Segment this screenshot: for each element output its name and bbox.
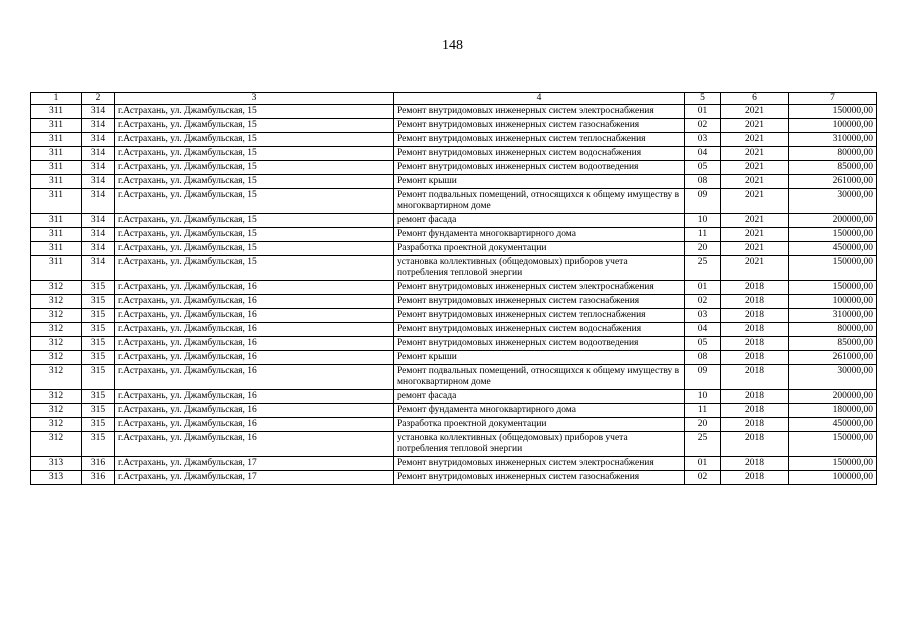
row-number-cell: 312 bbox=[31, 365, 82, 390]
cost-cell: 100000,00 bbox=[789, 119, 877, 133]
work-type-cell: Разработка проектной документации bbox=[394, 242, 685, 256]
year-cell: 2018 bbox=[721, 323, 789, 337]
row-number-cell: 311 bbox=[31, 119, 82, 133]
address-cell: г.Астрахань, ул. Джамбульская, 16 bbox=[115, 323, 394, 337]
work-type-cell: Ремонт внутридомовых инженерных систем теплоснабжения bbox=[394, 309, 685, 323]
house-id-cell: 315 bbox=[82, 432, 115, 457]
house-id-cell: 314 bbox=[82, 119, 115, 133]
work-code-cell: 09 bbox=[685, 189, 721, 214]
row-number-cell: 313 bbox=[31, 457, 82, 471]
work-type-cell: Ремонт внутридомовых инженерных систем теплоснабжения bbox=[394, 133, 685, 147]
work-code-cell: 08 bbox=[685, 175, 721, 189]
work-code-cell: 02 bbox=[685, 471, 721, 485]
year-cell: 2018 bbox=[721, 432, 789, 457]
year-cell: 2018 bbox=[721, 309, 789, 323]
row-number-cell: 311 bbox=[31, 242, 82, 256]
address-cell: г.Астрахань, ул. Джамбульская, 15 bbox=[115, 228, 394, 242]
work-type-cell: Ремонт внутридомовых инженерных систем водоснабжения bbox=[394, 147, 685, 161]
address-cell: г.Астрахань, ул. Джамбульская, 16 bbox=[115, 365, 394, 390]
cost-cell: 180000,00 bbox=[789, 404, 877, 418]
work-code-cell: 01 bbox=[685, 105, 721, 119]
address-cell: г.Астрахань, ул. Джамбульская, 16 bbox=[115, 309, 394, 323]
address-cell: г.Астрахань, ул. Джамбульская, 15 bbox=[115, 119, 394, 133]
house-id-cell: 315 bbox=[82, 390, 115, 404]
year-cell: 2018 bbox=[721, 390, 789, 404]
table-row bbox=[31, 323, 877, 337]
work-code-cell: 08 bbox=[685, 351, 721, 365]
row-number-cell: 311 bbox=[31, 175, 82, 189]
table-row bbox=[31, 295, 877, 309]
house-id-cell: 315 bbox=[82, 295, 115, 309]
work-code-cell: 11 bbox=[685, 404, 721, 418]
work-schedule-table bbox=[30, 92, 877, 485]
work-type-cell: Ремонт внутридомовых инженерных систем газоснабжения bbox=[394, 295, 685, 309]
house-id-cell: 315 bbox=[82, 323, 115, 337]
work-code-cell: 03 bbox=[685, 133, 721, 147]
table-row bbox=[31, 256, 877, 281]
work-type-cell: Разработка проектной документации bbox=[394, 418, 685, 432]
house-id-cell: 316 bbox=[82, 471, 115, 485]
cost-cell: 30000,00 bbox=[789, 365, 877, 390]
work-code-cell: 05 bbox=[685, 337, 721, 351]
cost-cell: 100000,00 bbox=[789, 295, 877, 309]
cost-cell: 450000,00 bbox=[789, 242, 877, 256]
table-row bbox=[31, 147, 877, 161]
work-code-cell: 20 bbox=[685, 418, 721, 432]
row-number-cell: 312 bbox=[31, 337, 82, 351]
cost-cell: 310000,00 bbox=[789, 133, 877, 147]
cost-cell: 80000,00 bbox=[789, 323, 877, 337]
year-cell: 2021 bbox=[721, 119, 789, 133]
work-type-cell: Ремонт подвальных помещений, относящихся к общему имуществу в многоквартирном доме bbox=[394, 189, 685, 214]
cost-cell: 80000,00 bbox=[789, 147, 877, 161]
cost-cell: 200000,00 bbox=[789, 390, 877, 404]
work-code-cell: 04 bbox=[685, 323, 721, 337]
year-cell: 2018 bbox=[721, 471, 789, 485]
house-id-cell: 315 bbox=[82, 351, 115, 365]
house-id-cell: 314 bbox=[82, 256, 115, 281]
address-cell: г.Астрахань, ул. Джамбульская, 15 bbox=[115, 189, 394, 214]
row-number-cell: 311 bbox=[31, 214, 82, 228]
year-cell: 2021 bbox=[721, 242, 789, 256]
year-cell: 2021 bbox=[721, 256, 789, 281]
house-id-cell: 314 bbox=[82, 228, 115, 242]
work-type-cell: установка коллективных (общедомовых) приборов учета потребления тепловой энергии bbox=[394, 256, 685, 281]
column-number-row bbox=[31, 93, 877, 105]
address-cell: г.Астрахань, ул. Джамбульская, 16 bbox=[115, 404, 394, 418]
work-code-cell: 25 bbox=[685, 256, 721, 281]
cost-cell: 450000,00 bbox=[789, 418, 877, 432]
work-type-cell: Ремонт внутридомовых инженерных систем водоотведения bbox=[394, 337, 685, 351]
row-number-cell: 311 bbox=[31, 189, 82, 214]
address-cell: г.Астрахань, ул. Джамбульская, 15 bbox=[115, 161, 394, 175]
table-row bbox=[31, 161, 877, 175]
house-id-cell: 314 bbox=[82, 133, 115, 147]
cost-cell: 100000,00 bbox=[789, 471, 877, 485]
year-cell: 2018 bbox=[721, 337, 789, 351]
house-id-cell: 315 bbox=[82, 404, 115, 418]
row-number-cell: 312 bbox=[31, 323, 82, 337]
cost-cell: 150000,00 bbox=[789, 432, 877, 457]
work-type-cell: Ремонт крыши bbox=[394, 351, 685, 365]
table-row bbox=[31, 119, 877, 133]
column-header: 4 bbox=[394, 93, 685, 105]
row-number-cell: 313 bbox=[31, 471, 82, 485]
row-number-cell: 312 bbox=[31, 295, 82, 309]
cost-cell: 150000,00 bbox=[789, 281, 877, 295]
work-code-cell: 05 bbox=[685, 161, 721, 175]
address-cell: г.Астрахань, ул. Джамбульская, 16 bbox=[115, 337, 394, 351]
address-cell: г.Астрахань, ул. Джамбульская, 16 bbox=[115, 281, 394, 295]
year-cell: 2018 bbox=[721, 281, 789, 295]
address-cell: г.Астрахань, ул. Джамбульская, 15 bbox=[115, 175, 394, 189]
cost-cell: 150000,00 bbox=[789, 228, 877, 242]
address-cell: г.Астрахань, ул. Джамбульская, 15 bbox=[115, 147, 394, 161]
address-cell: г.Астрахань, ул. Джамбульская, 16 bbox=[115, 418, 394, 432]
cost-cell: 200000,00 bbox=[789, 214, 877, 228]
row-number-cell: 311 bbox=[31, 228, 82, 242]
address-cell: г.Астрахань, ул. Джамбульская, 16 bbox=[115, 351, 394, 365]
house-id-cell: 314 bbox=[82, 242, 115, 256]
table-row bbox=[31, 432, 877, 457]
year-cell: 2021 bbox=[721, 228, 789, 242]
table-row bbox=[31, 133, 877, 147]
year-cell: 2021 bbox=[721, 214, 789, 228]
house-id-cell: 315 bbox=[82, 281, 115, 295]
year-cell: 2021 bbox=[721, 133, 789, 147]
work-code-cell: 03 bbox=[685, 309, 721, 323]
work-code-cell: 11 bbox=[685, 228, 721, 242]
work-code-cell: 02 bbox=[685, 295, 721, 309]
year-cell: 2018 bbox=[721, 418, 789, 432]
house-id-cell: 315 bbox=[82, 365, 115, 390]
address-cell: г.Астрахань, ул. Джамбульская, 15 bbox=[115, 242, 394, 256]
row-number-cell: 311 bbox=[31, 133, 82, 147]
column-header: 2 bbox=[82, 93, 115, 105]
year-cell: 2021 bbox=[721, 189, 789, 214]
table-row bbox=[31, 418, 877, 432]
address-cell: г.Астрахань, ул. Джамбульская, 17 bbox=[115, 457, 394, 471]
work-code-cell: 25 bbox=[685, 432, 721, 457]
year-cell: 2021 bbox=[721, 161, 789, 175]
house-id-cell: 314 bbox=[82, 105, 115, 119]
cost-cell: 150000,00 bbox=[789, 105, 877, 119]
row-number-cell: 312 bbox=[31, 351, 82, 365]
table-row bbox=[31, 281, 877, 295]
cost-cell: 261000,00 bbox=[789, 175, 877, 189]
row-number-cell: 312 bbox=[31, 390, 82, 404]
work-type-cell: Ремонт внутридомовых инженерных систем электроснабжения bbox=[394, 457, 685, 471]
row-number-cell: 311 bbox=[31, 256, 82, 281]
year-cell: 2018 bbox=[721, 365, 789, 390]
table-row bbox=[31, 351, 877, 365]
table-body bbox=[31, 105, 877, 485]
work-code-cell: 01 bbox=[685, 281, 721, 295]
cost-cell: 150000,00 bbox=[789, 256, 877, 281]
row-number-cell: 311 bbox=[31, 161, 82, 175]
row-number-cell: 312 bbox=[31, 418, 82, 432]
table-row bbox=[31, 175, 877, 189]
cost-cell: 85000,00 bbox=[789, 337, 877, 351]
work-type-cell: ремонт фасада bbox=[394, 390, 685, 404]
work-type-cell: Ремонт внутридомовых инженерных систем водоотведения bbox=[394, 161, 685, 175]
table-row bbox=[31, 105, 877, 119]
work-code-cell: 10 bbox=[685, 214, 721, 228]
work-type-cell: Ремонт крыши bbox=[394, 175, 685, 189]
table-row bbox=[31, 404, 877, 418]
table-row bbox=[31, 457, 877, 471]
work-type-cell: установка коллективных (общедомовых) приборов учета потребления тепловой энергии bbox=[394, 432, 685, 457]
work-type-cell: Ремонт подвальных помещений, относящихся к общему имуществу в многоквартирном доме bbox=[394, 365, 685, 390]
cost-cell: 30000,00 bbox=[789, 189, 877, 214]
address-cell: г.Астрахань, ул. Джамбульская, 15 bbox=[115, 256, 394, 281]
table-row bbox=[31, 390, 877, 404]
table-row bbox=[31, 337, 877, 351]
house-id-cell: 315 bbox=[82, 309, 115, 323]
column-header: 5 bbox=[685, 93, 721, 105]
work-type-cell: Ремонт внутридомовых инженерных систем электроснабжения bbox=[394, 105, 685, 119]
table-row bbox=[31, 228, 877, 242]
row-number-cell: 312 bbox=[31, 432, 82, 457]
row-number-cell: 312 bbox=[31, 309, 82, 323]
year-cell: 2018 bbox=[721, 351, 789, 365]
table-row bbox=[31, 365, 877, 390]
table-row bbox=[31, 189, 877, 214]
work-code-cell: 09 bbox=[685, 365, 721, 390]
address-cell: г.Астрахань, ул. Джамбульская, 16 bbox=[115, 432, 394, 457]
work-code-cell: 10 bbox=[685, 390, 721, 404]
column-header: 1 bbox=[31, 93, 82, 105]
house-id-cell: 315 bbox=[82, 337, 115, 351]
row-number-cell: 311 bbox=[31, 105, 82, 119]
year-cell: 2018 bbox=[721, 295, 789, 309]
address-cell: г.Астрахань, ул. Джамбульская, 16 bbox=[115, 390, 394, 404]
work-type-cell: Ремонт внутридомовых инженерных систем электроснабжения bbox=[394, 281, 685, 295]
table-row bbox=[31, 471, 877, 485]
table-row bbox=[31, 242, 877, 256]
table-row bbox=[31, 214, 877, 228]
house-id-cell: 314 bbox=[82, 175, 115, 189]
column-header: 6 bbox=[721, 93, 789, 105]
page-number: 148 bbox=[442, 38, 463, 53]
work-code-cell: 20 bbox=[685, 242, 721, 256]
address-cell: г.Астрахань, ул. Джамбульская, 17 bbox=[115, 471, 394, 485]
row-number-cell: 311 bbox=[31, 147, 82, 161]
house-id-cell: 314 bbox=[82, 214, 115, 228]
work-type-cell: Ремонт внутридомовых инженерных систем газоснабжения bbox=[394, 119, 685, 133]
column-header: 3 bbox=[115, 93, 394, 105]
cost-cell: 150000,00 bbox=[789, 457, 877, 471]
address-cell: г.Астрахань, ул. Джамбульская, 15 bbox=[115, 133, 394, 147]
cost-cell: 310000,00 bbox=[789, 309, 877, 323]
year-cell: 2021 bbox=[721, 147, 789, 161]
address-cell: г.Астрахань, ул. Джамбульская, 16 bbox=[115, 295, 394, 309]
work-type-cell: Ремонт фундамента многоквартирного дома bbox=[394, 404, 685, 418]
cost-cell: 261000,00 bbox=[789, 351, 877, 365]
work-code-cell: 01 bbox=[685, 457, 721, 471]
house-id-cell: 315 bbox=[82, 418, 115, 432]
address-cell: г.Астрахань, ул. Джамбульская, 15 bbox=[115, 105, 394, 119]
house-id-cell: 314 bbox=[82, 189, 115, 214]
row-number-cell: 312 bbox=[31, 404, 82, 418]
work-type-cell: Ремонт внутридомовых инженерных систем водоснабжения bbox=[394, 323, 685, 337]
year-cell: 2021 bbox=[721, 105, 789, 119]
work-type-cell: Ремонт внутридомовых инженерных систем газоснабжения bbox=[394, 471, 685, 485]
column-header: 7 bbox=[789, 93, 877, 105]
work-code-cell: 02 bbox=[685, 119, 721, 133]
table-row bbox=[31, 309, 877, 323]
year-cell: 2018 bbox=[721, 457, 789, 471]
work-code-cell: 04 bbox=[685, 147, 721, 161]
address-cell: г.Астрахань, ул. Джамбульская, 15 bbox=[115, 214, 394, 228]
house-id-cell: 314 bbox=[82, 147, 115, 161]
year-cell: 2018 bbox=[721, 404, 789, 418]
house-id-cell: 314 bbox=[82, 161, 115, 175]
year-cell: 2021 bbox=[721, 175, 789, 189]
work-type-cell: Ремонт фундамента многоквартирного дома bbox=[394, 228, 685, 242]
cost-cell: 85000,00 bbox=[789, 161, 877, 175]
row-number-cell: 312 bbox=[31, 281, 82, 295]
house-id-cell: 316 bbox=[82, 457, 115, 471]
work-type-cell: ремонт фасада bbox=[394, 214, 685, 228]
